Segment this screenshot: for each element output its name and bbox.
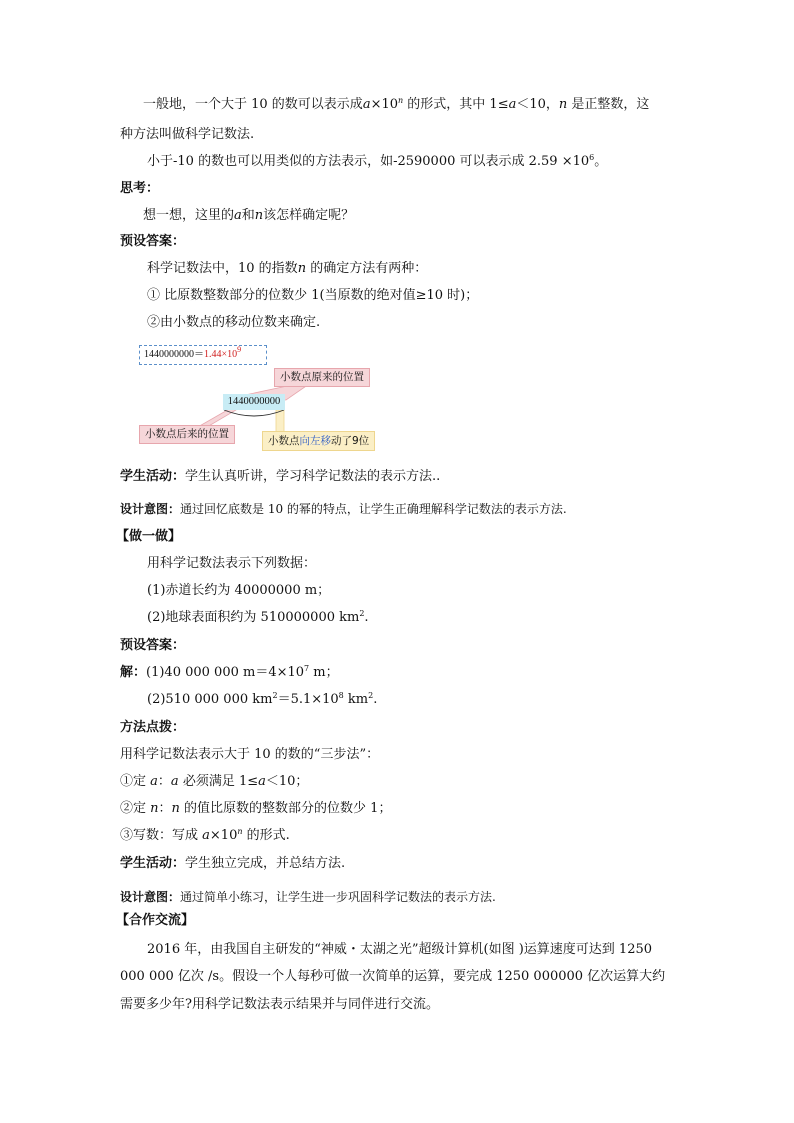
student-activity-1: 学生活动：学生认真听讲，学习科学记数法的表示方法.. (120, 469, 441, 484)
preset-answer-line-2: ① 比原数整数部分的位数少 1(当原数的绝对值≥10 时)； (147, 288, 479, 303)
label-original-position: 小数点原来的位置 (274, 368, 370, 387)
doit-question-2: (2)地球表面积约为 510000000 $km^2$. (147, 609, 369, 625)
cooperation-heading: 【合作交流】 (116, 913, 195, 928)
negative-number-paragraph: 小于-10 的数也可以用类似的方法表示，如-2590000 可以表示成 $2.59 \times 10^6$。 (147, 153, 608, 169)
preset-answer-heading: 预设答案： (120, 234, 186, 249)
method-step-2: ②定 n：n 的值比原数的整数部分的位数少 1； (120, 801, 392, 816)
intro-paragraph-line-2: 种方法叫做科学记数法. (120, 127, 255, 142)
preset-answer-line-3: ②由小数点的移动位数来确定. (147, 315, 321, 330)
preset-answer-2-heading: 预设答案： (120, 638, 186, 653)
doit-intro: 用科学记数法表示下列数据： (147, 556, 317, 571)
doit-question-1: (1)赤道长约为 40000000 m； (147, 583, 331, 598)
cooperation-line-1: 2016 年，由我国自主研发的“神威・太湖之光”超级计算机(如图 )运算速度可达到 1250 (147, 942, 653, 957)
number-highlight: 1440000000 (223, 394, 285, 410)
student-activity-2: 学生活动：学生独立完成，并总结方法. (120, 856, 346, 871)
solution-line-1: 解：(1)40 000 000 $m=4\times 10^7$ m； (120, 664, 339, 680)
solution-line-2: (2)510 000 000 $km^2=5.1\times 10^8$ $km^2$. (147, 691, 378, 707)
cooperation-line-2: 000 000 亿次 /s。假设一个人每秒可做一次简单的运算，要完成 1250 000000 亿次运算大约 (120, 969, 666, 984)
think-heading: 思考： (120, 181, 160, 196)
method-heading: 方法点拨： (120, 720, 186, 735)
doit-heading: 【做一做】 (116, 529, 182, 544)
design-intent-2: 设计意图：通过简单小练习，让学生进一步巩固科学记数法的表示方法. (120, 890, 496, 904)
think-question: 想一想，这里的a和n该怎样确定呢？ (143, 208, 355, 223)
cooperation-line-3: 需要多少年?用科学记数法表示结果并与同伴进行交流。 (120, 997, 439, 1012)
label-new-position: 小数点后来的位置 (139, 425, 235, 444)
intro-paragraph-line-1: 一般地，一个大于 10 的数可以表示成$a\times 10^n$ 的形式，其中 1≤a＜10，n 是正整数，这 (143, 96, 650, 112)
method-step-1: ①定 a：a 必须满足 1≤a＜10； (120, 774, 309, 789)
equation-box: $1440000000=1.44\times 10^9$ (139, 345, 267, 365)
decimal-point-diagram (136, 340, 436, 460)
method-step-3: ③写数：写成 $a\times 10^n$ 的形式. (120, 827, 290, 843)
preset-answer-line-1: 科学记数法中，10 的指数n 的确定方法有两种： (147, 261, 428, 276)
design-intent-1: 设计意图：通过回忆底数是 10 的幂的特点，让学生正确理解科学记数法的表示方法. (120, 502, 567, 516)
label-moved-left: 小数点向左移动了9位 (262, 431, 375, 451)
method-intro: 用科学记数法表示大于 10 的数的“三步法”： (120, 747, 380, 762)
